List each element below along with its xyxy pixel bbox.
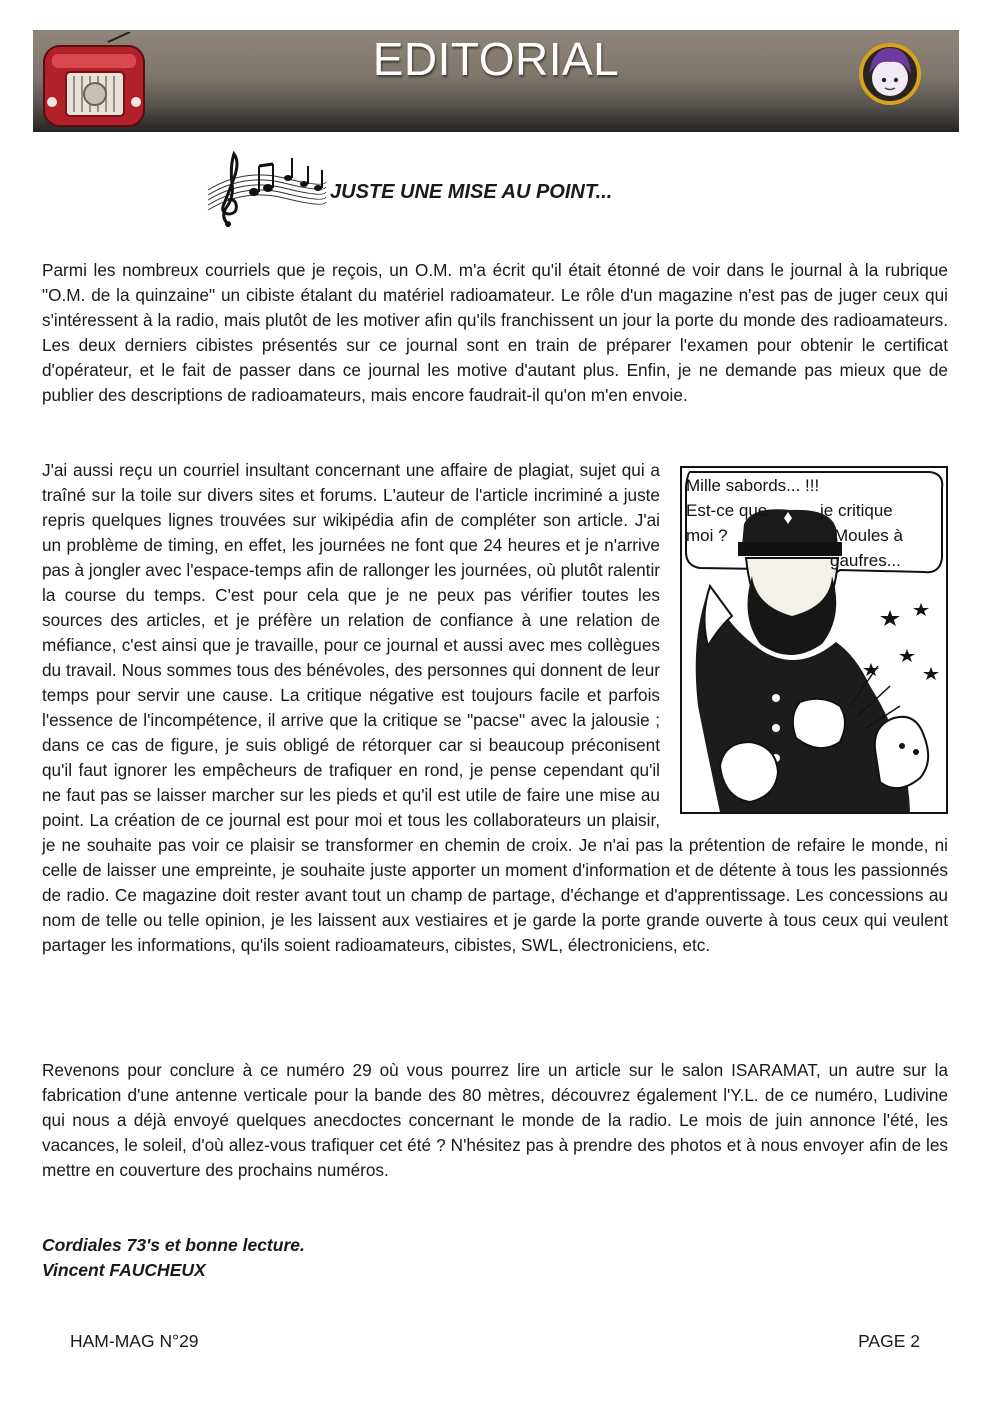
signature-author: Vincent FAUCHEUX xyxy=(42,1260,206,1280)
article-subtitle: JUSTE UNE MISE AU POINT... xyxy=(330,181,613,203)
paragraph-2-container xyxy=(42,458,948,958)
bubble-line-4: moi ? xyxy=(686,526,728,545)
signature-greeting: Cordiales 73's et bonne lecture. xyxy=(42,1235,305,1255)
comic-figure xyxy=(678,466,948,816)
bubble-line-6: gaufres... xyxy=(830,551,901,570)
paragraph-1: Parmi les nombreux courriels que je reçois, un O.M. m'a écrit qu'il était étonné de voir dans le journal à la rubrique "O.M. de la quinzaine" un cibiste étalant du matériel radioamateur. Le rôle d'un magazine n'est pas de juger ceux qui s'intéressent à la radio, mais plutôt de les motiver afin qu'ils franchissent un jour la porte du monde des radioamateurs. Les deux derniers cibistes présentés sur ce journal sont en train de préparer l'examen pour obtenir le certificat d'opérateur, et le fait de passer dans ce journal les motive d'autant plus. Enfin, je ne demande pas mieux que de publier des descriptions de radioamateurs, mais encore faudrait-il qu'on m'en envoie. xyxy=(42,260,948,405)
header-banner xyxy=(33,30,959,132)
bubble-line-5: Moules à xyxy=(834,526,903,545)
bubble-line-2: Est-ce que xyxy=(686,501,768,520)
music-notes-icon xyxy=(204,148,328,230)
footer-page-number: PAGE 2 xyxy=(858,1331,920,1351)
bubble-line-1: Mille sabords... !!! xyxy=(686,476,820,495)
avatar-icon xyxy=(855,40,925,106)
signature xyxy=(42,1233,305,1283)
bubble-line-3: je critique xyxy=(820,501,893,520)
page-title: EDITORIAL xyxy=(372,33,620,85)
paragraph-2: J'ai aussi reçu un courriel insultant concernant une affaire de plagiat, sujet qui a traîné sur la toile sur divers sites et forums. L'auteur de l'article incriminé a juste repris quelques lignes trouvées sur wikipédia afin de compléter son article. J'ai un problème de timing, en effet, les journées ne font que 24 heures et je n'arrive pas à jongler avec l'espace-temps afin de rallonger les journées, où plutôt ralentir la course du temps. C'est pour cela que je ne peux pas vérifier toutes les sources des articles, et je préfère un relation de confiance à une relation de méfiance, c'est ainsi que je travaille, pour ce journal et aussi avec mes collègues du travail. Nous sommes tous des bénévoles, des personnes qui donnent de leur temps pour servir une cause. La critique négative est toujours facile et parfois l'essence de l'incompétence, il arrive que la critique se "pacse" avec la jalousie ; dans ce cas de figure, je suis obligé de rétorquer car si beaucoup préconisent qu'il faut ignorer les empêcheurs de trafiquer en rond, je pense cependant qu'il ne faut pas se laisser marcher sur les pieds et qu'il est utile de faire une mise au point. La création de ce journal est pour moi et tous les collaborateurs un plaisir, je ne souhaite pas voir ce plaisir se transformer en chemin de croix. Je n'ai pas la prétention de refaire le monde, ni celle de laisser une empreinte, je souhaite juste apporter un moment d'information et de détente à tous les passionnés de radio. Ce magazine doit rester avant tout un champ de partage, d'échange et d'apprentissage. Les concessions au nom de telle ou telle opinion, je les laissent aux vestiaires et je garde la porte grande ouverte à tous ceux qui veulent partager les informations, qu'ils soient radioamateurs, cibistes, SWL, électroniciens, etc. xyxy=(42,460,948,955)
footer-issue: HAM-MAG N°29 xyxy=(70,1331,199,1351)
paragraph-3: Revenons pour conclure à ce numéro 29 où vous pourrez lire un article sur le salon ISARAMAT, un autre sur la fabrication d'une antenne verticale pour la bande des 80 mètres, découvrez également l'Y.L. de ce numéro, Ludivine qui nous a déjà envoyé quelques anecdoctes concernant le monde de la radio. Le mois de juin annonce l'été, les vacances, le soleil, d'où allez-vous trafiquer cet été ? N'hésitez pas à prendre des photos et à nous envoyer afin de les mettre en couverture des prochains numéros. xyxy=(42,1060,948,1180)
